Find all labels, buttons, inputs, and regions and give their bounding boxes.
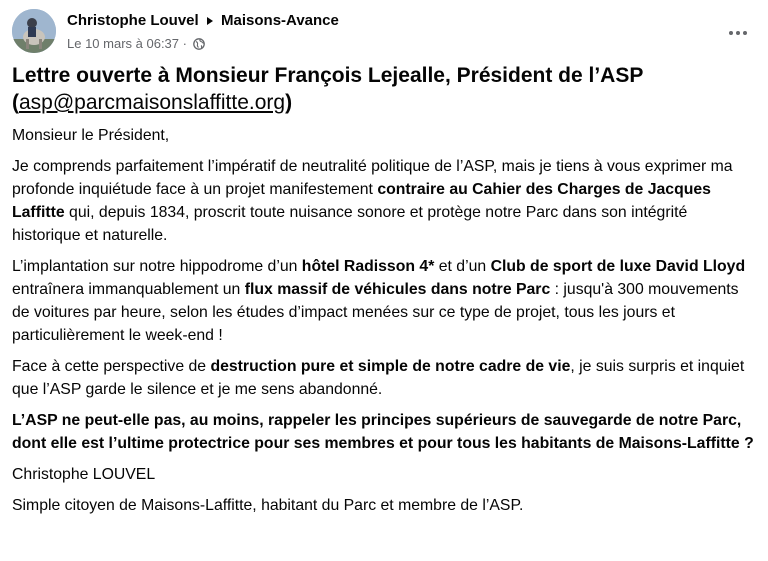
paragraph-3: Face à cette perspective de destruction pure et simple de notre cadre de vie, je suis surpris et inquiet que l’ASP garde le silence et je me sens abandonné. <box>12 358 745 398</box>
avatar-image-icon <box>12 9 56 53</box>
paragraph-1: Je comprends parfaitement l’impératif de neutralité politique de l’ASP, mais je tiens à vous exprimer ma profonde inquiétude face à un projet manifestement contraire au Cahier des Charges de Jacques Laffitte qui, depuis 1834, proscrit toute nuisance sonore et protège notre Parc dans son intégrité historique et naturelle. <box>12 158 733 244</box>
more-options-button[interactable] <box>720 15 756 51</box>
emphasis: Club de sport de luxe David Lloyd <box>490 258 746 275</box>
closing-line: Simple citoyen de Maisons-Laffitte, habitant du Parc et membre de l’ASP. <box>12 497 524 514</box>
play-arrow-icon <box>206 13 214 30</box>
avatar[interactable] <box>12 9 56 53</box>
author-line <box>67 12 339 30</box>
emphasis: contraire au Cahier des Charges de Jacques Laffitte <box>12 181 711 221</box>
signature: Christophe LOUVEL <box>12 466 156 483</box>
emphasis: L’ASP ne peut-elle pas, au moins, rappeler les principes supérieurs de sauvegarde de notre Parc, dont elle est l’ultime protectrice pour ses membres et pour tous les habitants de Maisons-Laffitte ? <box>12 412 754 452</box>
post-meta <box>67 36 205 53</box>
group-name[interactable]: Maisons-Avance <box>221 12 339 29</box>
post-content <box>12 62 760 525</box>
emphasis: hôtel Radisson 4* <box>301 258 435 275</box>
post-timestamp[interactable]: Le 10 mars à 06:37 <box>67 36 180 51</box>
email-paren-open: ( <box>12 91 19 114</box>
email-link[interactable]: asp@parcmaisonslaffitte.org <box>19 91 286 114</box>
post-header <box>12 9 756 55</box>
emphasis: flux massif de véhicules dans notre Parc <box>244 281 551 298</box>
letter-title <box>12 62 760 116</box>
globe-icon[interactable] <box>193 38 205 53</box>
salutation: Monsieur le Président, <box>12 127 170 144</box>
paragraph-2: L’implantation sur notre hippodrome d’un hôtel Radisson 4* et d’un Club de sport de luxe David Lloyd entraînera immanquablement un flux massif de véhicules dans notre Parc : jusqu'à 300 mouvements de voitures par heure, selon les études d’impact menées sur ce type de projet, tous les jours et particulièrement le week-end ! <box>12 258 746 344</box>
more-horizontal-icon <box>729 31 733 35</box>
author-name[interactable]: Christophe Louvel <box>67 12 199 29</box>
emphasis: destruction pure et simple de notre cadre de vie <box>210 358 571 375</box>
meta-separator: · <box>182 36 187 51</box>
paragraph-4 <box>12 409 760 455</box>
letter-title-text: Lettre ouverte à Monsieur François Lejealle, Président de l’ASP <box>12 64 644 87</box>
email-paren-close: ) <box>285 91 293 114</box>
